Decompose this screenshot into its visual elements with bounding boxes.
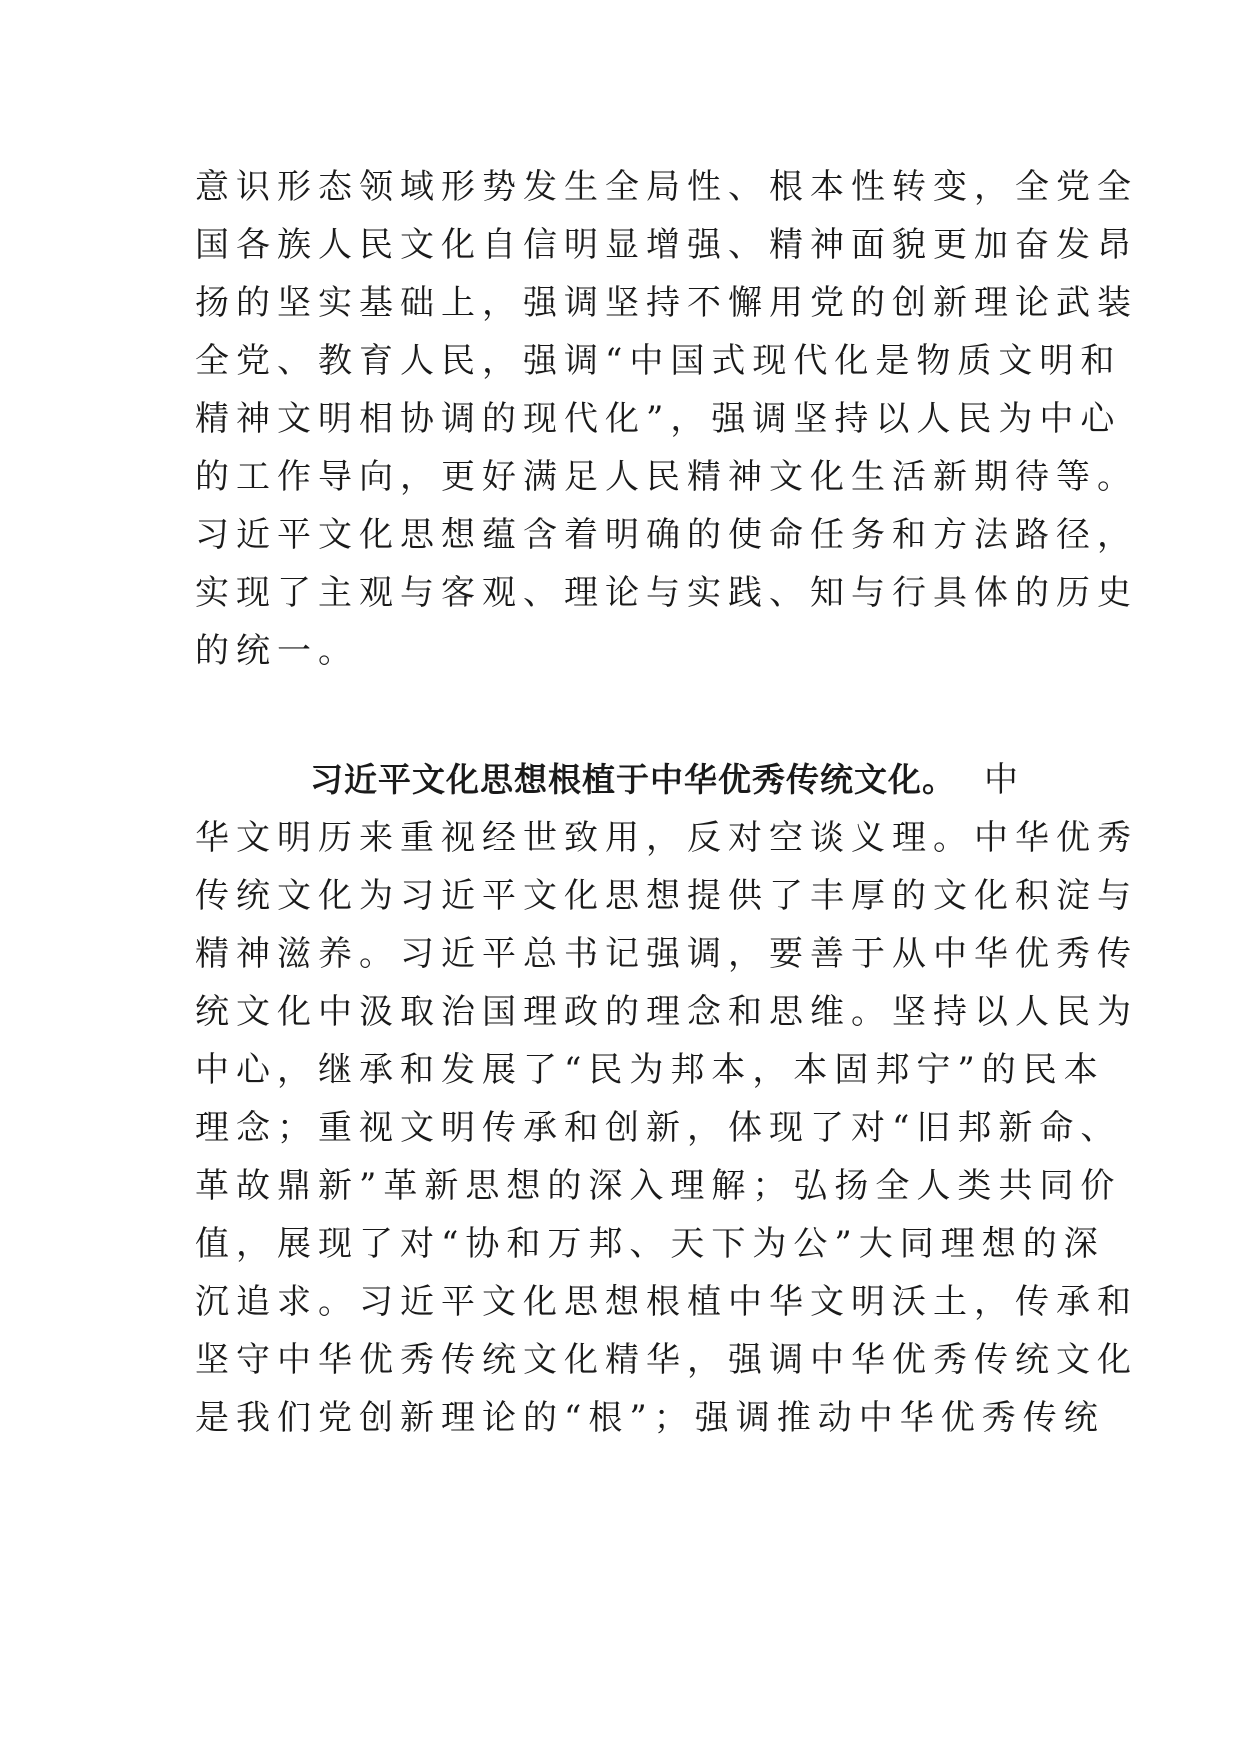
paragraph2-line: 传统文化为习近平文化思想提供了丰厚的文化积淀与 xyxy=(195,876,1138,916)
section-heading-line xyxy=(195,750,1025,810)
paragraph1-line: 习近平文化思想蕴含着明确的使命任务和方法路径， xyxy=(195,515,1138,555)
paragraph2-line: 统文化中汲取治国理政的理念和思维。坚持以人民为 xyxy=(195,992,1138,1032)
paragraph2-line: 革故鼎新”革新思想的深入理解；弘扬全人类共同价 xyxy=(195,1166,1122,1206)
paragraph2-line: 值，展现了对“协和万邦、天下为公”大同理想的深 xyxy=(195,1224,1105,1264)
heading-tail-text: 中 xyxy=(984,760,1025,800)
paragraph1-line: 国各族人民文化自信明显增强、精神面貌更加奋发昂 xyxy=(195,225,1138,265)
paragraph2-line: 华文明历来重视经世致用，反对空谈义理。中华优秀 xyxy=(195,818,1138,858)
paragraph2-line: 是我们党创新理论的“根”；强调推动中华优秀传统 xyxy=(195,1398,1105,1438)
paragraph1-line: 精神文明相协调的现代化”，强调坚持以人民为中心 xyxy=(195,399,1122,439)
paragraph2-line: 理念；重视文明传承和创新，体现了对“旧邦新命、 xyxy=(195,1108,1122,1148)
paragraph2-line: 坚守中华优秀传统文化精华，强调中华优秀传统文化 xyxy=(195,1340,1138,1380)
paragraph1-line: 的统一。 xyxy=(195,631,359,671)
section-heading: 习近平文化思想根植于中华优秀传统文化。 xyxy=(310,760,956,799)
paragraph2-line: 精神滋养。习近平总书记强调，要善于从中华优秀传 xyxy=(195,934,1138,974)
paragraph2-line: 沉追求。习近平文化思想根植中华文明沃土，传承和 xyxy=(195,1282,1138,1322)
paragraph1-line: 意识形态领域形势发生全局性、根本性转变，全党全 xyxy=(195,167,1138,207)
paragraph1-line: 扬的坚实基础上，强调坚持不懈用党的创新理论武装 xyxy=(195,283,1138,323)
paragraph1-line: 实现了主观与客观、理论与实践、知与行具体的历史 xyxy=(195,573,1138,613)
paragraph1-line: 的工作导向，更好满足人民精神文化生活新期待等。 xyxy=(195,457,1138,497)
paragraph1-line: 全党、教育人民，强调“中国式现代化是物质文明和 xyxy=(195,341,1122,381)
paragraph2-line: 中心，继承和发展了“民为邦本，本固邦宁”的民本 xyxy=(195,1050,1105,1090)
